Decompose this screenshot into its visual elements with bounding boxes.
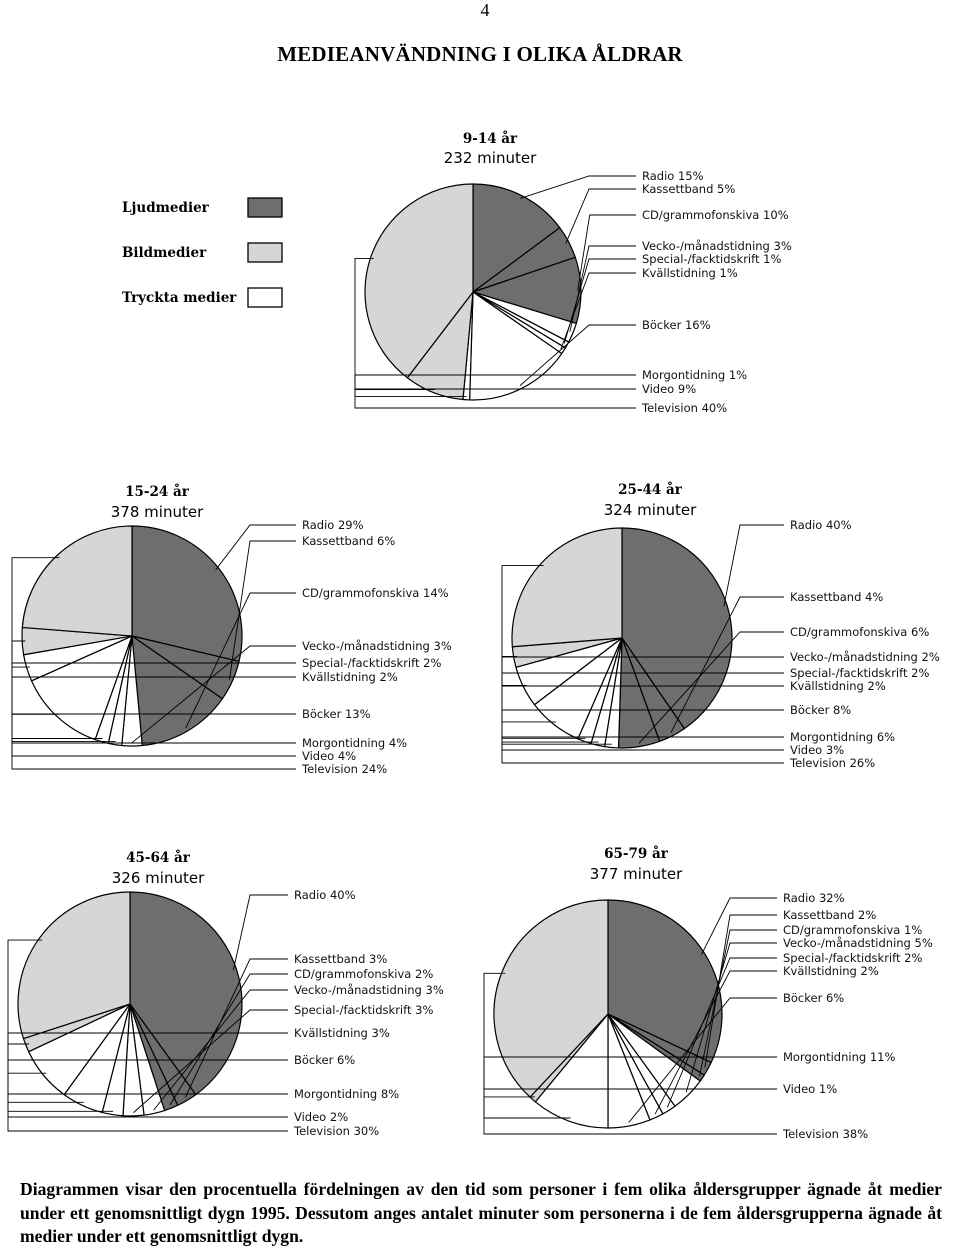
slice-label: Böcker 6%: [783, 991, 845, 1005]
legend-swatch-bildmedier: [248, 243, 282, 262]
legend-swatch-ljudmedier: [248, 198, 282, 217]
legend-label-bildmedier: Bildmedier: [122, 245, 207, 261]
chart-subtitle: 378 minuter: [110, 503, 204, 521]
slice-label: Special-/facktidskrift 3%: [294, 1003, 434, 1017]
slice-label: Morgontidning 6%: [790, 730, 896, 744]
leader-line: [520, 176, 636, 198]
slice-label: Morgontidning 11%: [783, 1050, 896, 1064]
slice-label: Kassettband 4%: [790, 590, 884, 604]
slice-label: Kvällstidning 2%: [790, 679, 886, 693]
slice-label: Morgontidning 1%: [642, 368, 748, 382]
slice-label: Video 2%: [294, 1110, 349, 1124]
leader-line: [216, 525, 296, 570]
legend-swatch-tryckta-medier: [248, 288, 282, 307]
slice-label: Kvällstidning 3%: [294, 1026, 390, 1040]
chart-subtitle: 326 minuter: [111, 869, 205, 887]
slice-label: CD/grammofonskiva 6%: [790, 625, 930, 639]
slice-label: Video 1%: [783, 1082, 838, 1096]
slice-label: Radio 40%: [790, 518, 852, 532]
slice-label: Radio 29%: [302, 518, 364, 532]
slice-label: Special-/facktidskrift 2%: [302, 656, 442, 670]
leader-line: [355, 389, 636, 390]
slice-label: Kassettband 6%: [302, 534, 396, 548]
slice-label: Böcker 8%: [790, 703, 852, 717]
slice-label: Video 4%: [302, 749, 357, 763]
slice-label: Special-/facktidskrift 2%: [783, 951, 923, 965]
leader-line: [701, 898, 777, 955]
slice-label: Television 24%: [302, 762, 388, 776]
slice-label: Radio 15%: [642, 169, 704, 183]
page-title: MEDIEANVÄNDNING I OLIKA ÅLDRAR: [277, 42, 683, 66]
chart-title: 45-64 år: [126, 850, 190, 866]
slice-label: Vecko-/månadstidning 2%: [790, 650, 940, 664]
slice-label: Special-/facktidskrift 2%: [790, 666, 930, 680]
slice-label: Television 30%: [294, 1124, 380, 1138]
chart-subtitle: 232 minuter: [443, 149, 537, 167]
slice-label: Video 3%: [790, 743, 845, 757]
slice-label: Böcker 6%: [294, 1053, 356, 1067]
pie-chart-25-44-r: [502, 482, 940, 770]
slice-label: CD/grammofonskiva 10%: [642, 208, 789, 222]
slice-label: CD/grammofonskiva 14%: [302, 586, 449, 600]
slice-label: Vecko-/månadstidning 3%: [642, 239, 792, 253]
slice-label: Radio 40%: [294, 888, 356, 902]
slice-label: CD/grammofonskiva 1%: [783, 923, 923, 937]
chart-title: 15-24 år: [125, 484, 189, 500]
slice-label: Böcker 16%: [642, 318, 711, 332]
legend-label-ljudmedier: Ljudmedier: [122, 200, 209, 216]
slice-label: Morgontidning 8%: [294, 1087, 400, 1101]
chart-title: 25-44 år: [618, 482, 682, 498]
chart-title: 9-14 år: [462, 131, 518, 147]
chart-title: 65-79 år: [604, 846, 668, 862]
chart-subtitle: 324 minuter: [603, 501, 697, 519]
slice-label: Kassettband 2%: [783, 908, 877, 922]
slice-label: Kvällstidning 2%: [783, 964, 879, 978]
slice-label: Vecko-/månadstidning 3%: [294, 983, 444, 997]
slice-label: Video 9%: [642, 382, 697, 396]
slice-label: CD/grammofonskiva 2%: [294, 967, 434, 981]
figure-caption: Diagrammen visar den procentuella fördelningen av den tid som personer i fem olika åldersgrupper ägnade åt medier under ett genomsnittligt dygn 1995. Dessutom anges antalet minuter som personerna i de fem åldersgrupperna ägnade åt medier under ett genomsnittligt dygn.: [20, 1179, 942, 1246]
slice-label: Television 40%: [642, 401, 728, 415]
pie-chart-15-24-r: [12, 484, 452, 776]
slice-label: Vecko-/månadstidning 3%: [302, 639, 452, 653]
pie-slice-television: [512, 528, 622, 647]
page-number: 4: [480, 0, 490, 20]
slice-label: Television 38%: [783, 1127, 869, 1141]
slice-label: Böcker 13%: [302, 707, 371, 721]
slice-label: Kvällstidning 2%: [302, 670, 398, 684]
slice-label: Vecko-/månadstidning 5%: [783, 936, 933, 950]
pie-chart-65-79-r: [484, 846, 933, 1141]
pie-slice-television: [22, 526, 132, 636]
leader-line: [566, 189, 636, 243]
slice-label: Kvällstidning 1%: [642, 266, 738, 280]
slice-label: Kassettband 3%: [294, 952, 388, 966]
slice-label: Kassettband 5%: [642, 182, 736, 196]
legend-label-tryckta-medier: Tryckta medier: [122, 290, 237, 306]
slice-label: Special-/facktidskrift 1%: [642, 252, 782, 266]
slice-label: Radio 32%: [783, 891, 845, 905]
slice-label: Television 26%: [790, 756, 876, 770]
slice-label: Morgontidning 4%: [302, 736, 408, 750]
pie-chart-45-64-r: [8, 850, 444, 1138]
chart-subtitle: 377 minuter: [589, 865, 683, 883]
leader-line: [724, 525, 784, 606]
pie-chart-9-14-r: [355, 131, 792, 415]
